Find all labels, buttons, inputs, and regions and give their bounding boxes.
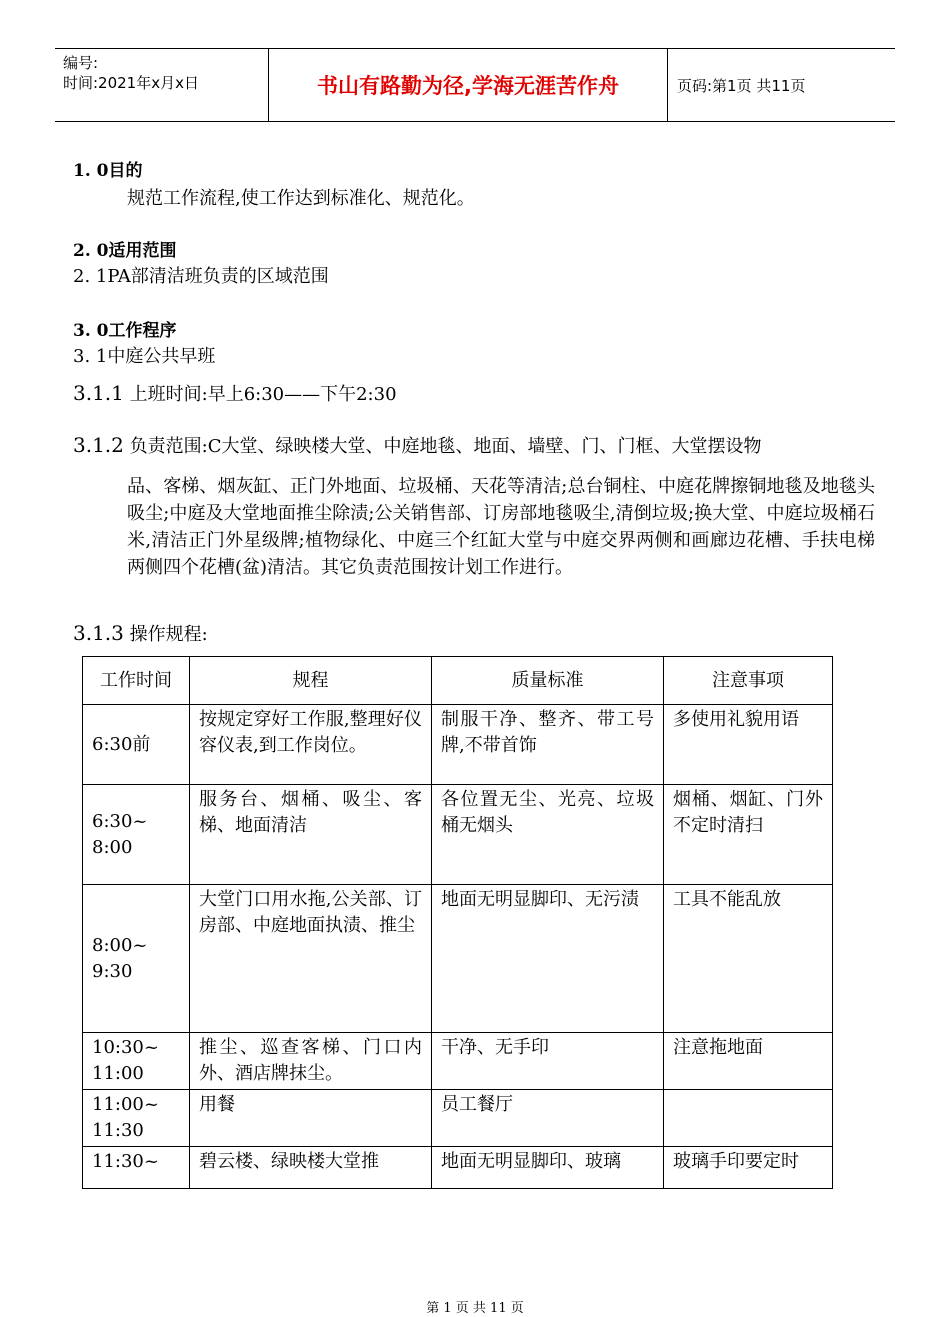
header-meta [63,53,268,93]
section-1-text: 规范工作流程,使工作达到标准化、规范化。 [127,188,475,209]
section-3-subtitle: 3. 1中庭公共早班 [73,346,216,367]
section-3-1-2 [73,432,761,458]
time-label: 时间:2021年x月x日 [63,74,199,92]
cell-procedure: 大堂门口用水拖,公关部、订房部、中庭地面执渍、推尘 [190,885,432,1033]
cell-notes [664,1090,833,1147]
table-row [83,785,833,885]
section-2-text: 2. 1PA部清洁班负责的区域范围 [73,266,329,287]
section-3-1-2-number: 3.1.2 [73,433,124,457]
section-3-title: 3. 0工作程序 [73,321,177,341]
section-3-1-2-text-first: 负责范围:C大堂、绿映楼大堂、中庭地毯、地面、墙壁、门、门框、大堂摆设物 [129,436,762,457]
document-header [55,48,895,122]
section-3-1-3-text: 操作规程: [129,624,208,645]
section-3-1-3-number: 3.1.3 [73,621,124,645]
table-row [83,1033,833,1090]
cell-time: 11:30~ [83,1147,190,1189]
header-divider [667,49,668,121]
cell-notes: 烟桶、烟缸、门外不定时清扫 [664,785,833,885]
cell-standard: 地面无明显脚印、玻璃 [432,1147,664,1189]
cell-standard: 员工餐厅 [432,1090,664,1147]
header-page-label: 页码:第1页 共11页 [677,76,806,95]
cell-procedure: 用餐 [190,1090,432,1147]
cell-standard: 各位置无尘、光亮、垃圾桶无烟头 [432,785,664,885]
cell-procedure: 推尘、巡查客梯、门口内外、酒店牌抹尘。 [190,1033,432,1090]
section-3-1-1 [73,380,397,406]
section-2-title: 2. 0适用范围 [73,241,177,261]
section-3-1-1-text: 上班时间:早上6:30——下午2:30 [129,384,397,405]
cell-procedure: 按规定穿好工作服,整理好仪容仪表,到工作岗位。 [190,705,432,785]
header-motto: 书山有路勤为径,学海无涯苦作舟 [317,74,619,98]
section-3-1-2-text-rest: 品、客梯、烟灰缸、正门外地面、垃圾桶、天花等清洁;总台铜柱、中庭花牌擦铜地毯及地毯头吸尘;中庭及大堂地面推尘除渍;公关销售部、订房部地毯吸尘,清倒垃圾;换大堂、中庭垃圾桶石米,清洁正门外星级牌;植物绿化、中庭三个红缸大堂与中庭交界两侧和画廊边花槽、手扶电梯两侧四个花槽(盆)清洁。其它负责范围按计划工作进行。 [127,476,875,578]
cell-time: 11:00~ 11:30 [83,1090,190,1147]
column-header: 注意事项 [664,657,833,705]
column-header: 质量标准 [432,657,664,705]
table-row [83,1090,833,1147]
column-header: 规程 [190,657,432,705]
section-3-1-3 [73,620,208,646]
column-header: 工作时间 [83,657,190,705]
cell-time: 6:30~ 8:00 [83,785,190,885]
section-3-1-1-number: 3.1.1 [73,381,124,405]
cell-standard: 制服干净、整齐、带工号牌,不带首饰 [432,705,664,785]
table-row [83,1147,833,1189]
number-label: 编号: [63,54,99,72]
table-row [83,885,833,1033]
section-1-title: 1. 0目的 [73,161,143,181]
cell-notes: 注意拖地面 [664,1033,833,1090]
cell-standard: 干净、无手印 [432,1033,664,1090]
cell-notes: 多使用礼貌用语 [664,705,833,785]
cell-notes: 工具不能乱放 [664,885,833,1033]
table-row [83,705,833,785]
cell-standard: 地面无明显脚印、无污渍 [432,885,664,1033]
cell-notes: 玻璃手印要定时 [664,1147,833,1189]
cell-procedure: 服务台、烟桶、吸尘、客梯、地面清洁 [190,785,432,885]
cell-time: 10:30~ 11:00 [83,1033,190,1090]
table-header-row [83,657,833,705]
procedure-table [82,656,833,1189]
cell-time: 6:30前 [83,705,190,785]
cell-procedure: 碧云楼、绿映楼大堂推 [190,1147,432,1189]
cell-time: 8:00~ 9:30 [83,885,190,1033]
page-footer: 第 1 页 共 11 页 [426,1301,524,1316]
